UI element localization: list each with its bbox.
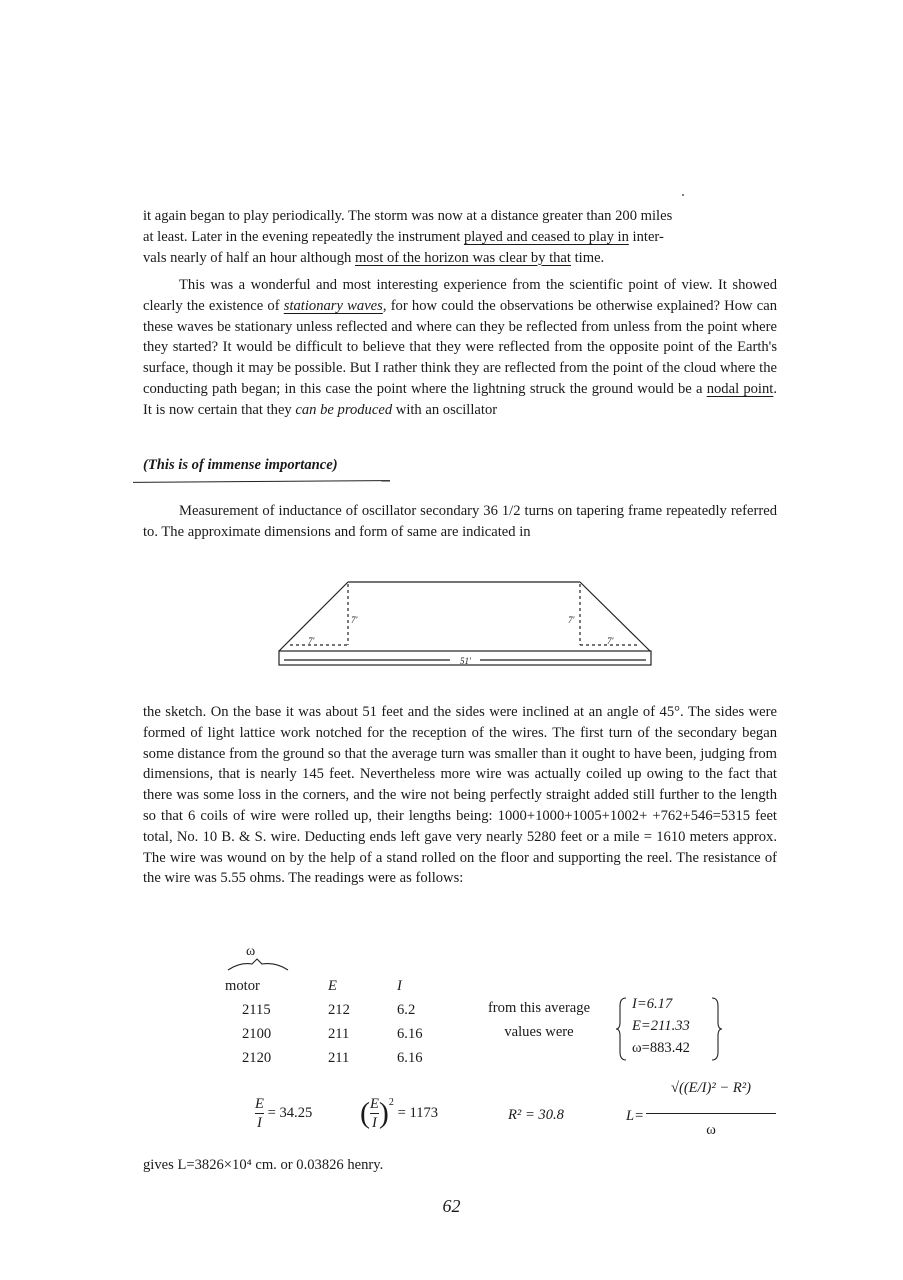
table-header-row: [225, 974, 457, 998]
average-omega: ω=883.42: [632, 1040, 690, 1056]
cell-e: 211: [328, 1049, 350, 1066]
sketch-right-side: [580, 582, 650, 651]
square-fraction: [370, 1096, 379, 1131]
note-underline: [133, 480, 390, 483]
cell-i: 6.2: [397, 1001, 416, 1018]
square-exponent: 2: [388, 1096, 394, 1108]
square-den: I: [372, 1115, 377, 1131]
omega-symbol: ω: [246, 944, 256, 959]
p1-underline-2: most of the horizon was clear by that: [354, 249, 571, 266]
formula-square: [360, 1096, 438, 1131]
table-row: [225, 1022, 457, 1046]
formula-r2: R² = 30.8: [508, 1107, 564, 1123]
p2-emph-stationary-waves: stationary waves: [283, 297, 383, 314]
average-text-2: values were: [504, 1024, 574, 1040]
cell-motor: 2100: [242, 1025, 272, 1042]
p2-part1: This was a wonderful and most interesting experience from the scientific point of view. It showed clearly the existence of: [143, 277, 777, 314]
header-e: E: [328, 977, 337, 994]
paragraph-3: Measurement of inductance of oscillator secondary 36 1/2 turns on tapering frame repeatedly referred to. The approximate dimensions and form of same are indicated in: [143, 503, 777, 540]
importance-note: (This is of immense importance): [143, 457, 338, 473]
p1-line3a: vals nearly of half an hour although: [143, 249, 355, 266]
sketch-label-right-run: 7': [607, 636, 614, 646]
cell-motor: 2120: [242, 1049, 272, 1066]
sketch-label-right-height: 7': [568, 615, 575, 625]
p1-line1: it again began to play periodically. The storm was now at a distance greater than 200 miles: [143, 208, 673, 224]
cell-motor: 2115: [242, 1001, 271, 1018]
ratio-fraction: [255, 1096, 264, 1131]
l-bar: [646, 1113, 776, 1114]
average-text-1: from this average: [487, 1000, 591, 1016]
sketch-label-base: 51': [460, 656, 471, 666]
l-numerator: √((E/I)² − R²): [670, 1080, 752, 1096]
average-e: E=211.33: [632, 1018, 690, 1034]
p2-part3: . It is now certain that they: [143, 380, 777, 418]
table-row: [225, 1046, 457, 1070]
sketch-label-left-run: 7': [308, 636, 315, 646]
p1-line3b: time.: [570, 249, 605, 266]
paragraph-4: the sketch. On the base it was about 51 feet and the sides were inclined at an angle of 45°. The sides were formed of light lattice work notched for the reception of the wires. The first turn of the secondary began some distance from the ground so that the average turn was smaller than it ought to have been, judging from dimensions, that is nearly 145 feet. Nevertheless more wire was actually coiled up owing to the fact that there was some loss in the corners, and the wire not being perfectly straight added still further to the length so that 6 coils of wire were rolled up, their lengths being: 1000+1000+1005+1002+ +762+546=5315 feet total, No. 10 B. & S. wire. Deducting ends left gave very nearly 5280 feet or a mile = 1610 meters approx. The wire was wound on by the help of a stand rolled on the floor and supporting the reel. The resistance of the wire was 5.55 ohms. The readings were as follows:: [143, 704, 777, 887]
average-i: I=6.17: [632, 996, 673, 1012]
l-denominator: ω: [706, 1122, 716, 1138]
ratio-bar: [255, 1113, 264, 1114]
page-number: 62: [442, 1196, 461, 1216]
ratio-den: I: [257, 1115, 262, 1131]
paragraph-1: [143, 206, 777, 268]
paragraph-2: [143, 275, 777, 421]
p1-line2b: inter-: [628, 228, 664, 245]
readings-table: [225, 974, 457, 1070]
omega-brace: [226, 958, 290, 972]
square-bar: [370, 1113, 379, 1114]
p2-emph-nodal-point: nodal point: [706, 380, 774, 397]
p1-underline-1: played and ceased to play in: [463, 228, 629, 245]
average-note: [472, 996, 606, 1044]
p1-line2a: at least. Later in the evening repeatedly the instrument: [143, 228, 464, 245]
speck: [682, 194, 684, 196]
square-value: = 1173: [397, 1104, 439, 1121]
cell-i: 6.16: [397, 1025, 423, 1042]
ratio-num: E: [255, 1096, 264, 1112]
cell-i: 6.16: [397, 1049, 423, 1066]
p2-part2: , for how could the observations be otherwise explained? How can these waves be stationary unless reflected and where can they be reflected from unless from the point where they started? It would be difficult to believe that they were reflected from the opposite point of the Earth's surface, though it may be possible. But I rather think they are reflected from the point of the cloud where the conducting path began; in this case the point where the lightning struck the ground would be a: [143, 297, 777, 397]
ratio-value: = 34.25: [267, 1104, 313, 1121]
p2-emph-can-be-produced: can be produced: [295, 401, 393, 418]
formula-ratio: [255, 1096, 312, 1131]
cell-e: 211: [328, 1025, 350, 1042]
header-motor: motor: [225, 977, 260, 994]
l-lhs: L=: [626, 1108, 644, 1124]
cell-e: 212: [328, 1001, 350, 1018]
p2-part4: with an oscillator: [392, 401, 498, 418]
frame-sketch: [270, 575, 654, 669]
header-i: I: [397, 977, 402, 994]
average-values: [632, 993, 690, 1059]
sketch-label-left-height: 7': [351, 615, 358, 625]
result-line: gives L=3826×10⁴ cm. or 0.03826 henry.: [143, 1157, 384, 1173]
square-close-paren: ): [378, 1096, 389, 1130]
square-num: E: [370, 1096, 379, 1112]
square-open-paren: (: [360, 1096, 370, 1130]
table-row: [225, 998, 457, 1022]
